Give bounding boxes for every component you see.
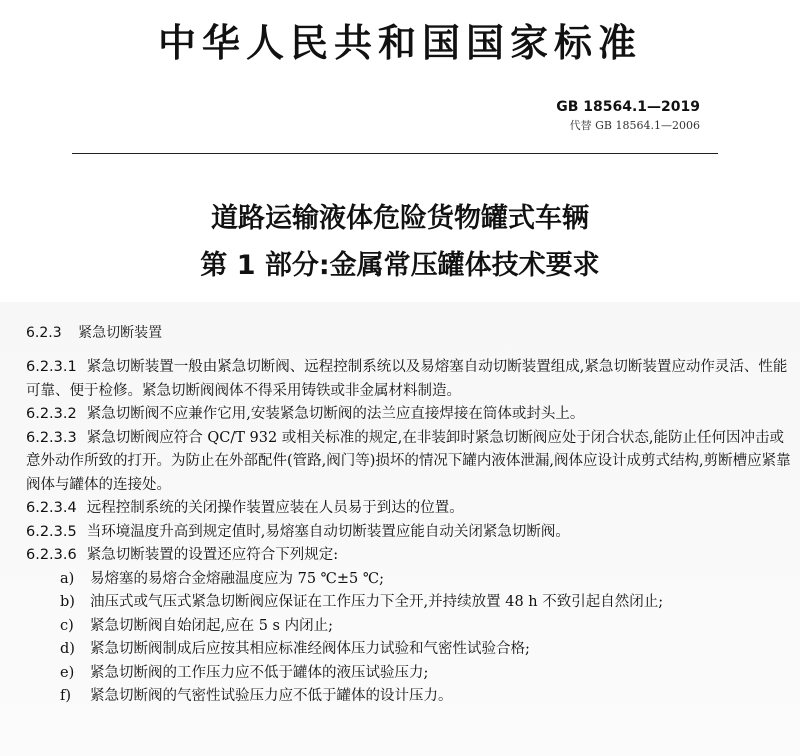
list-item-text: 易熔塞的易熔合金熔融温度应为 75 ℃±5 ℃; (90, 570, 384, 587)
clause (26, 497, 794, 521)
clause (26, 356, 794, 403)
clause-number: 6.2.3.1 (26, 359, 77, 375)
clause-number: 6.2.3.3 (26, 429, 77, 446)
document-title-line-2: 第 1 部分:金属常压罐体技术要求 (200, 250, 600, 281)
list-item-text: 油压式或气压式紧急切断阀应保证在工作压力下全开,并持续放置 48 h 不致引起自然闭止; (90, 594, 664, 610)
list-item (60, 591, 794, 615)
list-item-text: 紧急切断阀制成后应按其相应标准经阀体压力试验和气密性试验合格; (90, 641, 530, 657)
section-title: 紧急切断装置 (78, 325, 163, 341)
clause-text: 紧急切断装置的设置还应符合下列规定: (86, 547, 339, 563)
standard-id-block (556, 99, 700, 133)
clause-text: 紧急切断阀应符合 QC/T 932 或相关标准的规定,在非装卸时紧急切断阀应处于闭合状态,能防止任何因冲击或意外动作所致的打开。为防止在外部配件(管路,阀门等)损坏的情况下罐内液体泄漏,阀体应设计成剪式结构,剪断槽应紧靠阀体与罐体的连接处。 (26, 429, 791, 493)
clause (26, 544, 794, 568)
list-item-label: a) (60, 570, 75, 587)
list-item (60, 662, 794, 686)
header-divider (72, 153, 718, 154)
standard-number: GB 18564.1—2019 (556, 99, 700, 115)
section-content (26, 356, 794, 709)
section-number: 6.2.3 (26, 325, 62, 341)
list-item-label: b) (60, 594, 75, 610)
list-item (60, 638, 794, 662)
list-item-label: c) (60, 617, 74, 634)
list-item-label: e) (60, 664, 75, 681)
list-item-label: d) (60, 641, 75, 657)
replaced-standard: 代替 GB 18564.1—2006 (569, 119, 700, 132)
list-item (60, 615, 794, 639)
clause-number: 6.2.3.5 (26, 523, 77, 540)
clause-text: 远程控制系统的关闭操作装置应装在人员易于到达的位置。 (86, 500, 464, 516)
section-heading (26, 322, 162, 342)
clause-text: 紧急切断阀不应兼作它用,安装紧急切断阀的法兰应直接焊接在筒体或封头上。 (86, 406, 585, 422)
list-item-text: 紧急切断阀自始闭起,应在 5 s 内闭止; (90, 617, 333, 634)
clause-number: 6.2.3.6 (26, 547, 77, 563)
list-item (60, 568, 794, 592)
clause (26, 427, 794, 498)
clause (26, 521, 794, 545)
clause (26, 403, 794, 427)
clause-text: 当环境温度升高到规定值时,易熔塞自动切断装置应能自动关闭紧急切断阀。 (86, 523, 570, 540)
clause-number: 6.2.3.4 (26, 500, 77, 516)
standard-masthead: 中华人民共和国国家标准 (157, 21, 642, 65)
clause-text: 紧急切断装置一般由紧急切断阀、远程控制系统以及易熔塞自动切断装置组成,紧急切断装置应动作灵活、性能可靠、便于检修。紧急切断阀阀体不得采用铸铁或非金属材料制造。 (26, 359, 788, 399)
document-title-line-1: 道路运输液体危险货物罐式车辆 (211, 203, 589, 234)
list-item (60, 685, 794, 709)
clause-number: 6.2.3.2 (26, 406, 77, 422)
list-item-text: 紧急切断阀的气密性试验压力应不低于罐体的设计压力。 (90, 688, 453, 704)
list-item-label: f) (60, 688, 72, 704)
list-item-text: 紧急切断阀的工作压力应不低于罐体的液压试验压力; (90, 664, 429, 681)
